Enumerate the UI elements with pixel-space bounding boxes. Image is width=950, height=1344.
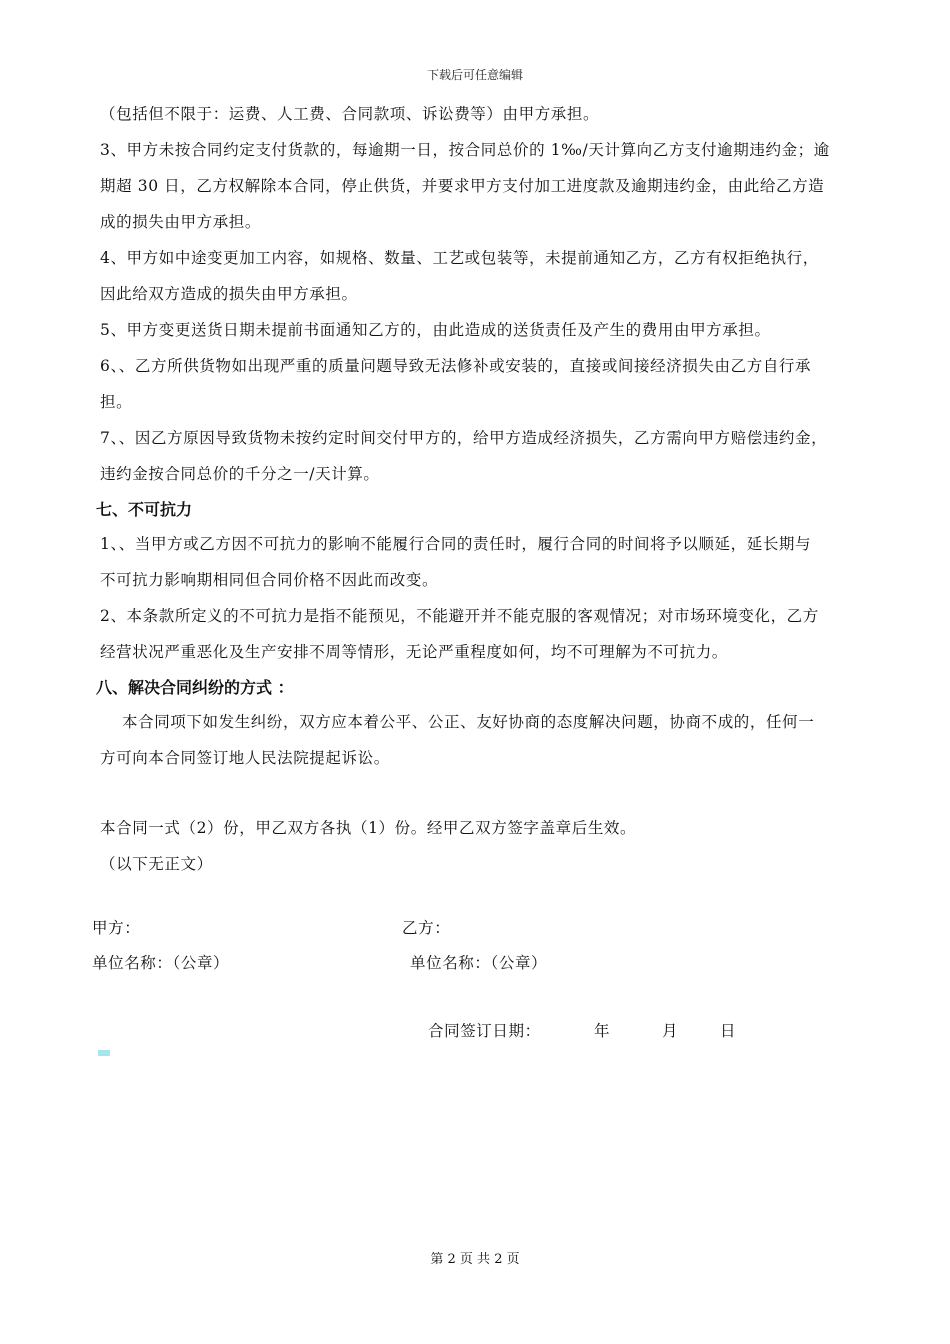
- page-footer: 第 2 页 共 2 页: [430, 1252, 520, 1267]
- clause-line: 期超 30 日，乙方权解除本合同，停止供货，并要求甲方支付加工进度款及逾期违约金，由此给乙方造: [100, 177, 825, 195]
- clause-line: 方可向本合同签订地人民法院提起诉讼。: [100, 749, 390, 767]
- header-note: 下载后可任意编辑: [426, 68, 523, 82]
- clause-line: 3、甲方未按合同约定支付货款的，每逾期一日，按合同总价的 1‰/天计算向乙方支付逾期违约金；逾: [100, 141, 830, 159]
- clause-line: 1、、当甲方或乙方因不可抗力的影响不能履行合同的责任时，履行合同的时间将予以顺延，延长期与: [100, 535, 812, 553]
- section8-heading: 八、解决合同纠纷的方式 ：: [96, 678, 294, 697]
- clause-line: 担。: [100, 393, 133, 411]
- section8-body: [100, 704, 860, 776]
- clause-line: 5、甲方变更送货日期未提前书面通知乙方的，由此造成的送货责任及产生的费用由甲方承担。: [100, 321, 771, 339]
- clause-line: 经营状况严重恶化及生产安排不周等情形，无论严重程度如何，均不可理解为不可抗力。: [100, 643, 728, 661]
- clause-line: 6、、乙方所供货物如出现严重的质量问题导致无法修补或安装的，直接或间接经济损失由乙方自行承: [100, 357, 812, 375]
- copies-note: 本合同一式（2）份，甲乙双方各执（1）份。经甲乙双方签字盖章后生效。: [100, 819, 637, 837]
- sign-date-year: 年: [594, 1022, 611, 1040]
- clause-line: 成的损失由甲方承担。: [100, 213, 262, 231]
- clause-line: 7、、因乙方原因导致货物未按约定时间交付甲方的，给甲方造成经济损失，乙方需向甲方赔偿违约金，: [100, 429, 828, 447]
- clause-line: 因此给双方造成的损失由甲方承担。: [100, 285, 358, 303]
- party-a-unit-label: 单位名称：（公章）: [92, 954, 230, 972]
- sign-date-day: 日: [720, 1022, 737, 1040]
- end-note: （以下无正文）: [100, 855, 213, 873]
- sign-date-month: 月: [662, 1022, 679, 1040]
- spacer: [100, 776, 860, 810]
- section7-body: [100, 526, 860, 670]
- contract-body: [96, 96, 860, 882]
- party-a-label: 甲方：: [92, 919, 141, 937]
- clause-line: 本合同项下如发生纠纷，双方应本着公平、公正、友好协商的态度解决问题，协商不成的，任何一: [122, 713, 815, 731]
- highlight-mark: [98, 1050, 110, 1056]
- party-b-label: 乙方：: [402, 919, 451, 937]
- clause-line: （包括但不限于：运费、人工费、合同款项、诉讼费等）由甲方承担。: [100, 105, 600, 123]
- clause-line: 不可抗力影响期相同但合同价格不因此而改变。: [100, 571, 439, 589]
- clause-line: 违约金按合同总价的千分之一/天计算。: [100, 465, 380, 483]
- section7-heading: 七、不可抗力: [96, 500, 193, 519]
- clause-line: 2、本条款所定义的不可抗力是指不能预见，不能避开并不能克服的客观情况；对市场环境变化，乙方: [100, 607, 819, 625]
- sign-date-label: 合同签订日期：: [428, 1022, 541, 1040]
- party-b-unit-label: 单位名称：（公章）: [410, 954, 548, 972]
- clause-line: 4、甲方如中途变更加工内容，如规格、数量、工艺或包装等，未提前通知乙方，乙方有权拒绝执行，: [100, 249, 819, 267]
- section6-continuation: [100, 96, 860, 492]
